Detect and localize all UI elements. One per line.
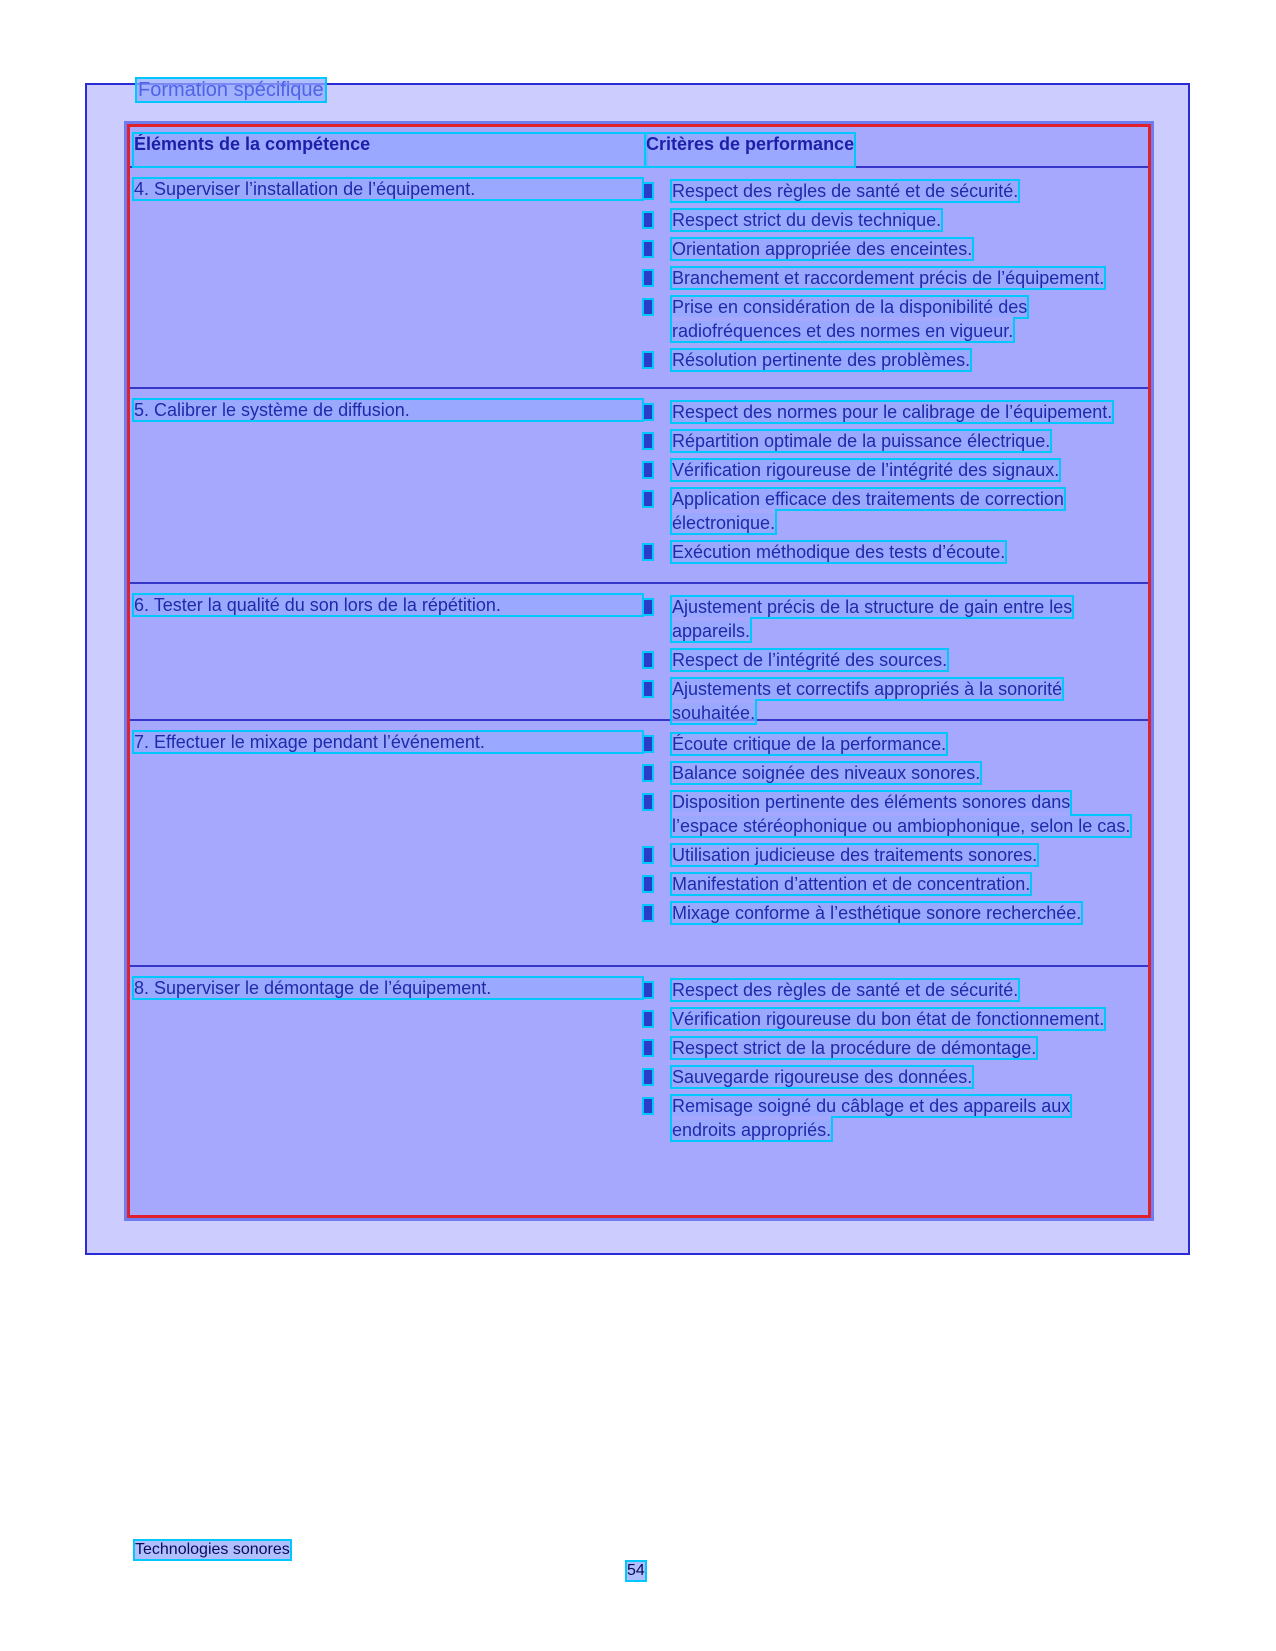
page-number: 54: [627, 1562, 645, 1579]
competence-table: [127, 124, 1151, 1218]
criteria-cell: [644, 721, 1148, 965]
criteria-item: [644, 872, 1140, 896]
element-cell: [130, 721, 644, 965]
criteria-item: [644, 1065, 1140, 1089]
criteria-item: [644, 595, 1140, 643]
criteria-text-span: Vérification rigoureuse de l’intégrité des signaux.: [672, 460, 1060, 480]
criteria-item: [644, 458, 1140, 482]
bullet-icon: [644, 545, 652, 559]
criteria-text: [672, 295, 1134, 343]
bullet-icon: [644, 600, 652, 614]
criteria-item: [644, 1094, 1140, 1142]
criteria-text: [672, 732, 946, 756]
bullet-icon: [644, 434, 652, 448]
criteria-item: [644, 901, 1140, 925]
bullet-icon: [644, 877, 652, 891]
header-elements: Éléments de la compétence: [134, 134, 646, 166]
criteria-text: [672, 872, 1030, 896]
table-header: [130, 127, 1148, 168]
bullet-icon: [644, 1070, 652, 1084]
element-text: 6. Tester la qualité du son lors de la répétition.: [134, 595, 642, 615]
criteria-text: [672, 595, 1134, 643]
criteria-text-span: Mixage conforme à l’esthétique sonore recherchée.: [672, 903, 1082, 923]
criteria-item: [644, 648, 1140, 672]
criteria-text: [672, 1065, 972, 1089]
criteria-text-span: Exécution méthodique des tests d’écoute.: [672, 542, 1006, 562]
bullet-icon: [644, 795, 652, 809]
criteria-item: [644, 540, 1140, 564]
criteria-item: [644, 843, 1140, 867]
bullet-icon: [644, 737, 652, 751]
bullet-icon: [644, 848, 652, 862]
criteria-text-span: Manifestation d’attention et de concentration.: [672, 874, 1031, 894]
criteria-cell: [644, 168, 1148, 387]
criteria-item: [644, 978, 1140, 1002]
table-row: [130, 721, 1148, 967]
criteria-item: [644, 348, 1140, 372]
element-cell: [130, 389, 644, 582]
criteria-item: [644, 677, 1140, 725]
criteria-text: [672, 266, 1104, 290]
bullet-icon: [644, 353, 652, 367]
bullet-icon: [644, 1041, 652, 1055]
bullet-icon: [644, 242, 652, 256]
criteria-text-span: Prise en considération de la disponibilité des radiofréquences et des normes en vigueur.: [672, 297, 1028, 341]
element-text: 4. Superviser l’installation de l’équipement.: [134, 179, 642, 199]
criteria-text-span: Respect des règles de santé et de sécurité.: [672, 980, 1019, 1000]
criteria-text-span: Respect strict de la procédure de démontage.: [672, 1038, 1037, 1058]
section-title: Formation spécifique: [138, 79, 324, 101]
criteria-text-span: Respect de l’intégrité des sources.: [672, 650, 948, 670]
bullet-icon: [644, 766, 652, 780]
bullet-icon: [644, 983, 652, 997]
criteria-item: [644, 429, 1140, 453]
criteria-text: [672, 790, 1134, 838]
criteria-item: [644, 266, 1140, 290]
criteria-text: [672, 761, 980, 785]
bullet-icon: [644, 463, 652, 477]
criteria-text-span: Disposition pertinente des éléments sonores dans l’espace stéréophonique ou ambiophonique, selon le cas.: [672, 792, 1131, 836]
element-text: 5. Calibrer le système de diffusion.: [134, 400, 642, 420]
criteria-text-span: Utilisation judicieuse des traitements sonores.: [672, 845, 1038, 865]
element-text: 8. Superviser le démontage de l’équipement.: [134, 978, 642, 998]
criteria-text: [672, 677, 1134, 725]
bullet-icon: [644, 184, 652, 198]
criteria-item: [644, 208, 1140, 232]
competence-table-wrapper: [124, 121, 1154, 1221]
criteria-text: [672, 487, 1134, 535]
criteria-item: [644, 487, 1140, 535]
criteria-text-span: Vérification rigoureuse du bon état de fonctionnement.: [672, 1009, 1105, 1029]
criteria-text: [672, 1007, 1104, 1031]
footer-title: Technologies sonores: [135, 1541, 290, 1558]
criteria-text-span: Remisage soigné du câblage et des appareils aux endroits appropriés.: [672, 1096, 1071, 1140]
element-cell: [130, 967, 644, 1157]
bullet-icon: [644, 492, 652, 506]
element-cell: [130, 584, 644, 719]
criteria-item: [644, 761, 1140, 785]
criteria-text-span: Ajustement précis de la structure de gain entre les appareils.: [672, 597, 1073, 641]
criteria-cell: [644, 389, 1148, 582]
criteria-text-span: Branchement et raccordement précis de l’équipement.: [672, 268, 1105, 288]
criteria-text: [672, 978, 1018, 1002]
element-cell: [130, 168, 644, 387]
header-criteria: Critères de performance: [646, 134, 854, 166]
criteria-text-span: Balance soignée des niveaux sonores.: [672, 763, 981, 783]
criteria-text: [672, 648, 947, 672]
criteria-text-span: Sauvegarde rigoureuse des données.: [672, 1067, 973, 1087]
criteria-text: [672, 348, 970, 372]
criteria-text: [672, 540, 1005, 564]
criteria-item: [644, 1036, 1140, 1060]
bullet-icon: [644, 1012, 652, 1026]
criteria-cell: [644, 584, 1148, 723]
criteria-text-span: Respect strict du devis technique.: [672, 210, 942, 230]
bullet-icon: [644, 300, 652, 314]
criteria-text: [672, 843, 1037, 867]
criteria-text: [672, 237, 972, 261]
criteria-text: [672, 1036, 1036, 1060]
bullet-icon: [644, 1099, 652, 1113]
criteria-item: [644, 237, 1140, 261]
criteria-text: [672, 208, 941, 232]
criteria-text: [672, 1094, 1134, 1142]
bullet-icon: [644, 653, 652, 667]
criteria-text-span: Application efficace des traitements de correction électronique.: [672, 489, 1064, 533]
content-frame: [85, 79, 1190, 1255]
bullet-icon: [644, 213, 652, 227]
table-row: [130, 389, 1148, 584]
table-row: [130, 967, 1148, 1157]
criteria-text-span: Respect des normes pour le calibrage de l’équipement.: [672, 402, 1113, 422]
criteria-text: [672, 901, 1081, 925]
table-body: [130, 168, 1148, 1157]
criteria-cell: [644, 967, 1148, 1157]
bullet-icon: [644, 906, 652, 920]
criteria-item: [644, 295, 1140, 343]
table-row: [130, 168, 1148, 389]
criteria-text-span: Respect des règles de santé et de sécurité.: [672, 181, 1019, 201]
criteria-text: [672, 458, 1059, 482]
criteria-item: [644, 732, 1140, 756]
criteria-item: [644, 400, 1140, 424]
bullet-icon: [644, 405, 652, 419]
criteria-item: [644, 790, 1140, 838]
criteria-text-span: Répartition optimale de la puissance électrique.: [672, 431, 1051, 451]
criteria-text: [672, 429, 1050, 453]
criteria-text: [672, 400, 1112, 424]
criteria-text-span: Résolution pertinente des problèmes.: [672, 350, 971, 370]
criteria-text-span: Ajustements et correctifs appropriés à la sonorité souhaitée.: [672, 679, 1063, 723]
criteria-text: [672, 179, 1018, 203]
criteria-item: [644, 179, 1140, 203]
criteria-text-span: Orientation appropriée des enceintes.: [672, 239, 973, 259]
bullet-icon: [644, 271, 652, 285]
criteria-item: [644, 1007, 1140, 1031]
element-text: 7. Effectuer le mixage pendant l’événement.: [134, 732, 642, 752]
table-row: [130, 584, 1148, 721]
criteria-text-span: Écoute critique de la performance.: [672, 734, 947, 754]
bullet-icon: [644, 682, 652, 696]
